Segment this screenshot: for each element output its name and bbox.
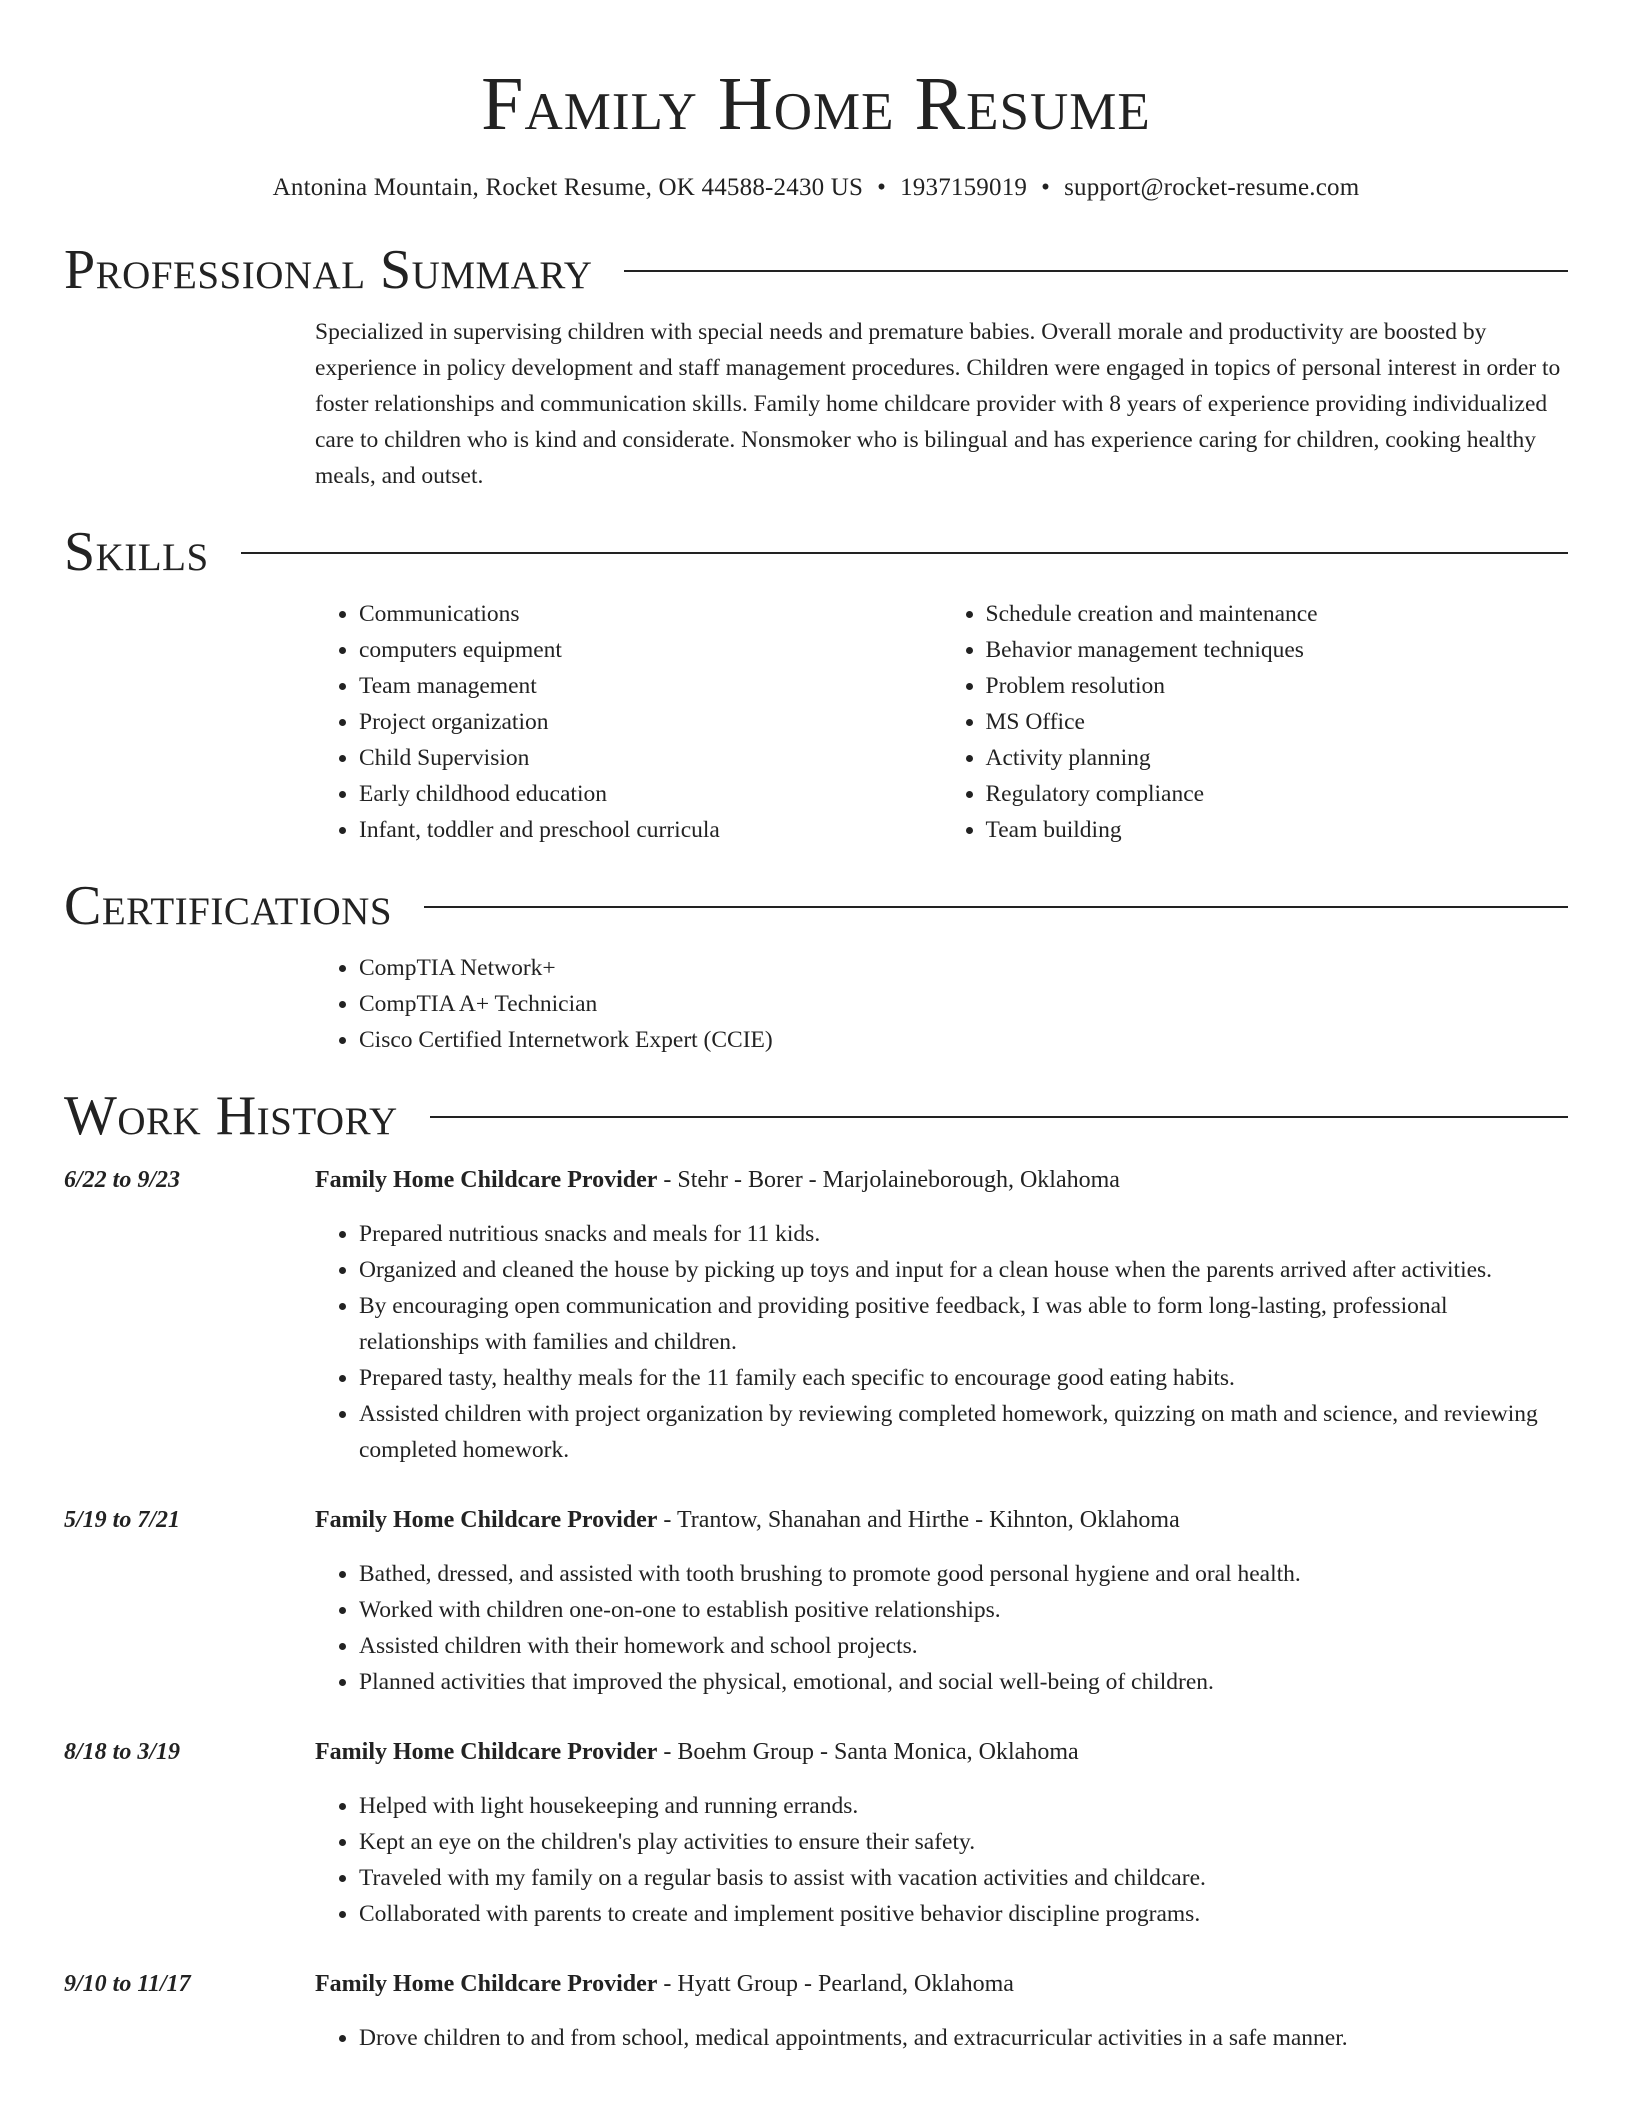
summary-heading: Professional Summary: [64, 239, 593, 301]
certification-item: • CompTIA Network+: [359, 950, 1568, 986]
skill-item: • Project organization: [359, 704, 942, 740]
skill-item: • Problem resolution: [986, 668, 1569, 704]
job-employer-location: - Trantow, Shanahan and Hirthe - Kihnton, Oklahoma: [657, 1507, 1180, 1533]
summary-section-header: [64, 239, 1568, 301]
job-employer-location: - Stehr - Borer - Marjolaineborough, Oklahoma: [657, 1167, 1120, 1193]
job-title-line: [315, 1502, 1568, 1538]
certifications-body: [315, 950, 1568, 1058]
skill-item: • Infant, toddler and preschool curricula: [359, 812, 942, 848]
job-body: [315, 1162, 1568, 1468]
job-bullets: [315, 1788, 1568, 1932]
skill-item: • Regulatory compliance: [986, 776, 1569, 812]
job-bullet: • Organized and cleaned the house by picking up toys and input for a clean house when the parents arrived after activities.: [359, 1252, 1568, 1288]
job-bullet: • Bathed, dressed, and assisted with tooth brushing to promote good personal hygiene and oral health.: [359, 1556, 1568, 1592]
job-bullet: • Helped with light housekeeping and running errands.: [359, 1788, 1568, 1824]
job-employer-location: - Hyatt Group - Pearland, Oklahoma: [657, 1971, 1014, 1997]
job-title-line: [315, 1966, 1568, 2002]
job-employer-location: - Boehm Group - Santa Monica, Oklahoma: [657, 1739, 1079, 1765]
job-bullet: • Collaborated with parents to create and implement positive behavior discipline programs.: [359, 1896, 1568, 1932]
certification-item: • CompTIA A+ Technician: [359, 986, 1568, 1022]
skill-item: • Team building: [986, 812, 1569, 848]
contact-separator: •: [877, 174, 887, 201]
certifications-list: [315, 950, 1568, 1058]
job-body: [315, 1966, 1568, 2056]
job-title: Family Home Childcare Provider: [315, 1739, 658, 1765]
skill-item: • Team management: [359, 668, 942, 704]
job-bullets: [315, 1216, 1568, 1468]
job-dates: 5/19 to 7/21: [64, 1507, 181, 1533]
job-bullet: • By encouraging open communication and providing positive feedback, I was able to form long-lasting, professional relationships with families and children.: [359, 1288, 1568, 1360]
job-title-line: [315, 1162, 1568, 1198]
contact-phone: 1937159019: [900, 174, 1028, 201]
job-entry: [64, 1966, 1568, 2056]
summary-text: Specialized in supervising children with special needs and premature babies. Overall morale and productivity are boosted by experience in policy development and staff management procedures. Children were engaged in topics of personal interest in order to foster relationships and communication skills. Family home childcare provider with 8 years of experience providing individualized care to children who is kind and considerate. Nonsmoker who is bilingual and has experience caring for children, cooking healthy meals, and outset.: [315, 319, 1561, 489]
job-dates: 6/22 to 9/23: [64, 1167, 181, 1193]
skill-item: • Schedule creation and maintenance: [986, 596, 1569, 632]
job-entry: [64, 1734, 1568, 1932]
job-bullet: • Prepared nutritious snacks and meals for 11 kids.: [359, 1216, 1568, 1252]
job-title: Family Home Childcare Provider: [315, 1971, 658, 1997]
job-title: Family Home Childcare Provider: [315, 1507, 658, 1533]
skill-item: • Behavior management techniques: [986, 632, 1569, 668]
skills-list-left: [315, 596, 942, 848]
work-heading: Work History: [64, 1085, 398, 1147]
job-title: Family Home Childcare Provider: [315, 1167, 658, 1193]
certifications-section-header: [64, 875, 1568, 937]
skills-grid: [315, 596, 1568, 848]
job-bullet: • Kept an eye on the children's play activities to ensure their safety.: [359, 1824, 1568, 1860]
job-body: [315, 1734, 1568, 1932]
skill-item: • Activity planning: [986, 740, 1569, 776]
section-divider: [424, 906, 1568, 908]
summary-body: [315, 314, 1568, 494]
job-bullet: • Planned activities that improved the physical, emotional, and social well-being of children.: [359, 1664, 1568, 1700]
job-dates: 9/10 to 11/17: [64, 1971, 191, 1997]
job-body: [315, 1502, 1568, 1700]
section-divider: [430, 1116, 1568, 1118]
skill-item: • MS Office: [986, 704, 1569, 740]
section-divider: [624, 270, 1568, 272]
resume-title: Family Home Resume: [481, 62, 1151, 146]
skills-list-right: [942, 596, 1569, 848]
section-divider: [241, 552, 1568, 554]
contact-address: Antonina Mountain, Rocket Resume, OK 44588-2430 US: [272, 174, 864, 201]
job-bullet: • Prepared tasty, healthy meals for the 11 family each specific to encourage good eating habits.: [359, 1360, 1568, 1396]
certification-item: • Cisco Certified Internetwork Expert (CCIE): [359, 1022, 1568, 1058]
contact-separator: •: [1041, 174, 1051, 201]
skill-item: • computers equipment: [359, 632, 942, 668]
contact-line: [64, 174, 1568, 202]
job-bullets: [315, 2020, 1568, 2056]
job-entry: [64, 1502, 1568, 1700]
job-bullets: [315, 1556, 1568, 1700]
work-section-header: [64, 1085, 1568, 1147]
skills-section-header: [64, 521, 1568, 583]
certifications-heading: Certifications: [64, 875, 393, 937]
job-entry: [64, 1162, 1568, 1468]
job-bullet: • Traveled with my family on a regular basis to assist with vacation activities and childcare.: [359, 1860, 1568, 1896]
job-dates: 8/18 to 3/19: [64, 1739, 181, 1765]
skills-heading: Skills: [64, 521, 209, 583]
skill-item: • Early childhood education: [359, 776, 942, 812]
job-bullet: • Drove children to and from school, medical appointments, and extracurricular activities in a safe manner.: [359, 2020, 1568, 2056]
job-bullet: • Assisted children with their homework and school projects.: [359, 1628, 1568, 1664]
skill-item: • Child Supervision: [359, 740, 942, 776]
skill-item: • Communications: [359, 596, 942, 632]
job-title-line: [315, 1734, 1568, 1770]
job-bullet: • Worked with children one-on-one to establish positive relationships.: [359, 1592, 1568, 1628]
contact-email: support@rocket-resume.com: [1064, 174, 1360, 201]
job-bullet: • Assisted children with project organization by reviewing completed homework, quizzing on math and science, and reviewing completed homework.: [359, 1396, 1568, 1468]
